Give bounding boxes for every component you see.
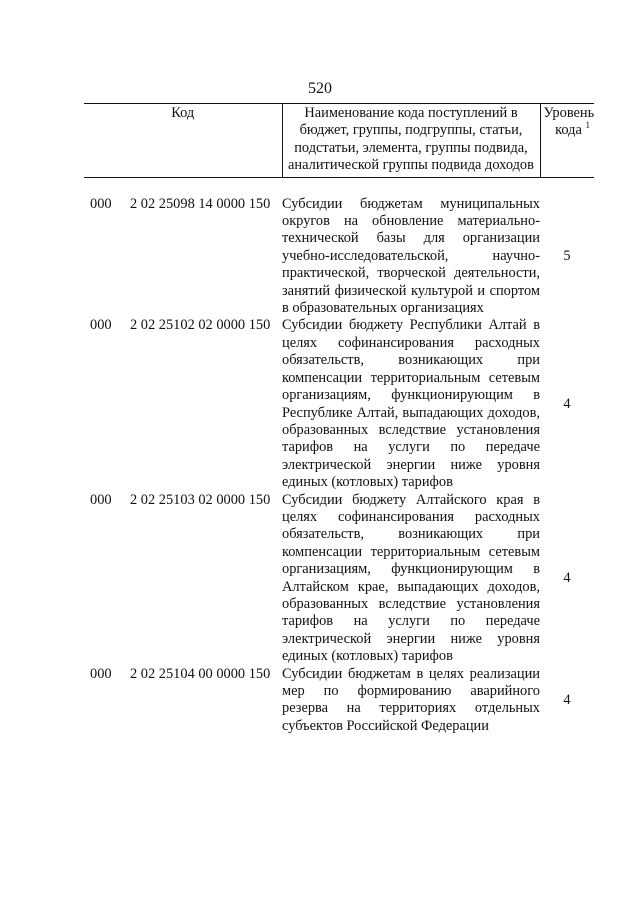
row-admin-code: 000 <box>90 665 112 682</box>
table-row <box>84 317 594 491</box>
row-code-cell <box>84 492 282 666</box>
table-row <box>84 666 594 736</box>
row-name: Субсидии бюджету Республики Алтай в целях софинансирования расходных обязательств, возникающих при компенсации территориальным сетевым организациям, функционирующим в Республике Алтай, выпадающих доходов, образованных вследствие установления тарифов на услуги по передаче электрической энергии ниже уровня единых (котловых) тарифов <box>282 317 540 491</box>
row-income-code: 2 02 25102 02 0000 150 <box>130 317 271 334</box>
spacer-row <box>84 177 594 196</box>
row-name: Субсидии бюджету Алтайского края в целях софинансирования расходных обязательств, возникающих при компенсации территориальным сетевым организациям, функционирующим в Алтайском крае, выпадающих доходов, образованных вследствие установления тарифов на услуги по передаче электрической энергии ниже уровня единых (котловых) тарифов <box>282 491 540 665</box>
row-admin-code: 000 <box>90 195 112 212</box>
table-header <box>84 104 594 178</box>
row-code-cell <box>84 666 282 736</box>
header-level-footnote: 1 <box>585 120 590 131</box>
budget-codes-table <box>84 103 594 735</box>
row-level: 4 <box>563 691 571 708</box>
table-row <box>84 492 594 666</box>
row-income-code: 2 02 25098 14 0000 150 <box>130 195 271 212</box>
table-body <box>84 177 594 735</box>
header-row <box>84 104 594 178</box>
header-code: Код <box>84 104 282 178</box>
header-level-label: Уровень кода <box>543 105 595 139</box>
header-name: Наименование кода поступлений в бюджет, группы, подгруппы, статьи, подстатьи, элемента, группы подвида, аналитической группы подвида доходов <box>282 104 540 178</box>
row-level: 5 <box>563 247 571 264</box>
row-income-code: 2 02 25103 02 0000 150 <box>130 491 271 508</box>
row-name: Субсидии бюджетам в целях реализации мер по формированию аварийного резерва на территориях отдельных субъектов Российской Федерации <box>282 665 540 734</box>
row-code-cell <box>84 317 282 491</box>
row-admin-code: 000 <box>90 491 112 508</box>
row-code-cell <box>84 196 282 318</box>
row-income-code: 2 02 25104 00 0000 150 <box>130 665 271 682</box>
row-level: 4 <box>563 569 571 586</box>
row-level: 4 <box>563 395 571 412</box>
table-row <box>84 196 594 318</box>
row-name: Субсидии бюджетам муниципальных округов на обновление материально-технической базы для организации учебно-исследовательской, научно-практической, творческой деятельности, занятий физической культурой и спортом в образовательных организациях <box>282 195 540 317</box>
page-number: 520 <box>308 80 332 97</box>
row-admin-code: 000 <box>90 317 112 334</box>
header-level <box>540 104 594 178</box>
